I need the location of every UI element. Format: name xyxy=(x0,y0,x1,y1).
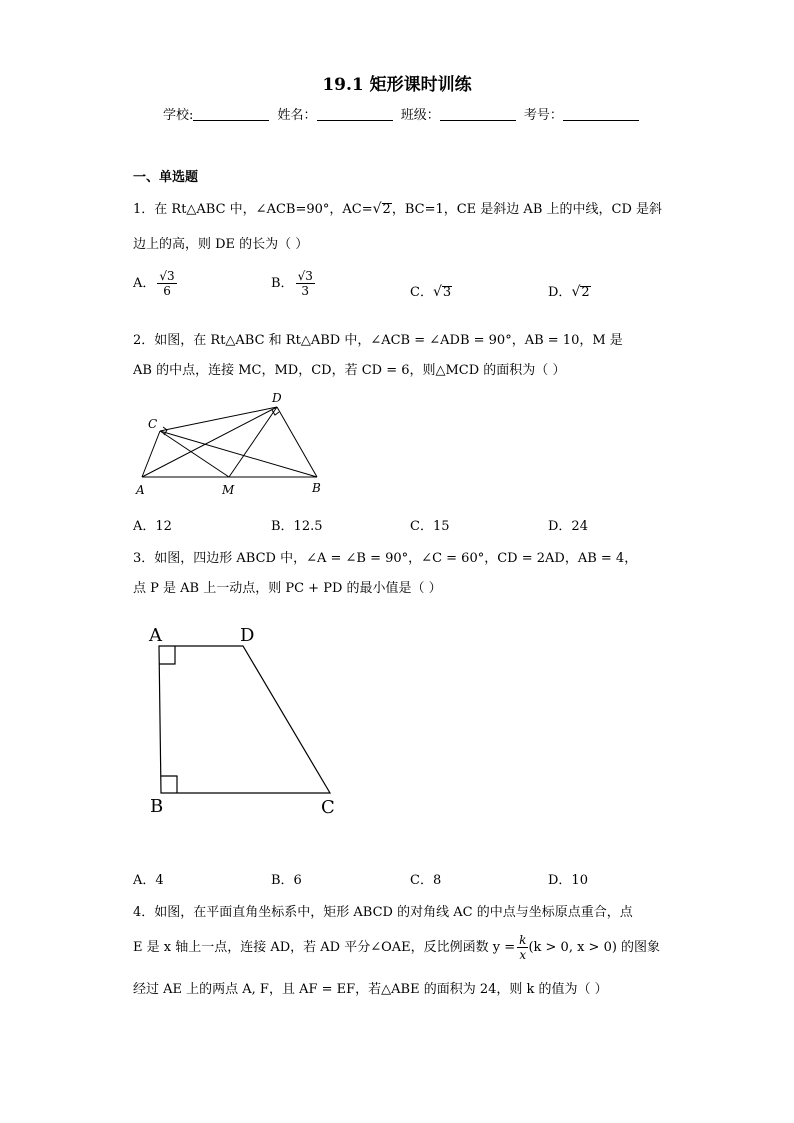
q1-option-a[interactable]: A． $\frac{√3}{6}$ xyxy=(133,269,175,298)
q1-line1: 1．在 Rt△ABC 中，∠ACB=90°，AC=√2，BC=1，CE 是斜边 AB 上的中线，CD 是斜 xyxy=(133,201,663,217)
segment-cb xyxy=(160,431,317,477)
q2-option-c[interactable]: C．15 xyxy=(410,519,450,534)
number-blank xyxy=(563,107,639,121)
fraction: $\frac{√3}{6}$ xyxy=(159,269,175,298)
label-b: B xyxy=(312,481,321,495)
class-blank xyxy=(440,107,516,121)
right-angle-a xyxy=(159,646,175,664)
page-title: 19.1 矩形课时训练 xyxy=(322,75,472,95)
q1-option-c[interactable]: C．√3 xyxy=(410,284,452,300)
label-b: B xyxy=(150,796,164,817)
q3-figure xyxy=(140,620,350,820)
q4-line3: 经过 AE 上的两点 A, F，且 AF = EF，若△ABE 的面积为 24，则 k 的值为（ ） xyxy=(133,982,608,997)
student-info-line xyxy=(163,104,643,123)
section-heading: 一、单选题 xyxy=(133,170,199,185)
q3-line1: 3．如图，四边形 ABCD 中，∠A = ∠B = 90°，∠C = 60°，CD = 2AD，AB = 4， xyxy=(133,551,638,566)
label-a: A xyxy=(149,625,162,646)
quadrilateral-abcd xyxy=(159,646,330,793)
q2-option-b[interactable]: B．12.5 xyxy=(271,519,323,534)
label-a: A xyxy=(136,483,145,497)
right-angle-d xyxy=(272,410,279,415)
number-label: 考号： xyxy=(523,108,563,123)
segment-ac xyxy=(142,431,160,477)
q3-line2: 点 P 是 AB 上一动点，则 PC + PD 的最小值是（ ） xyxy=(133,581,442,596)
q2-figure xyxy=(130,388,330,500)
q2-option-a[interactable]: A．12 xyxy=(133,519,172,534)
q2-option-d[interactable]: D．24 xyxy=(548,519,588,534)
q3-option-c[interactable]: C．8 xyxy=(410,873,442,888)
q3-option-a[interactable]: A．4 xyxy=(133,873,164,888)
right-angle-b xyxy=(161,776,177,793)
segment-ad xyxy=(142,407,277,477)
label-m: M xyxy=(222,483,235,497)
name-blank xyxy=(317,107,393,121)
q2-line1: 2．如图，在 Rt△ABC 和 Rt△ABD 中，∠ACB = ∠ADB = 90°，AB = 10，M 是 xyxy=(133,333,623,348)
q3-option-d[interactable]: D．10 xyxy=(548,873,588,888)
label-c: C xyxy=(148,417,158,431)
segment-cd xyxy=(160,407,277,431)
q4-line2: E 是 x 轴上一点，连接 AD，若 AD 平分∠OAE，反比例函数 y = $\frac{k}{x}$ (k > 0, x > 0) 的图象 xyxy=(133,933,661,962)
q1-option-d[interactable]: D．√2 xyxy=(548,284,590,300)
label-d: D xyxy=(272,391,282,405)
name-label: 姓名： xyxy=(277,108,317,123)
q1-line2: 边上的高，则 DE 的长为（ ） xyxy=(133,237,309,252)
school-blank xyxy=(193,107,269,121)
q4-line1: 4．如图，在平面直角坐标系中，矩形 ABCD 的对角线 AC 的中点与坐标原点重合，点 xyxy=(133,905,633,920)
label-d: D xyxy=(240,625,255,646)
school-label: 学校: xyxy=(163,108,194,123)
class-label: 班级： xyxy=(400,108,440,123)
fraction: $\frac{√3}{3}$ xyxy=(297,269,313,298)
q2-line2: AB 的中点，连接 MC，MD，CD，若 CD = 6，则△MCD 的面积为（ ） xyxy=(133,363,566,378)
q3-option-b[interactable]: B．6 xyxy=(271,873,302,888)
segment-md xyxy=(229,407,277,477)
q1-option-b[interactable]: B． $\frac{√3}{3}$ xyxy=(271,269,313,298)
label-c: C xyxy=(321,797,335,818)
fraction: $\frac{k}{x}$ xyxy=(519,933,527,962)
segment-db xyxy=(277,407,317,477)
segment-cm xyxy=(160,431,229,477)
